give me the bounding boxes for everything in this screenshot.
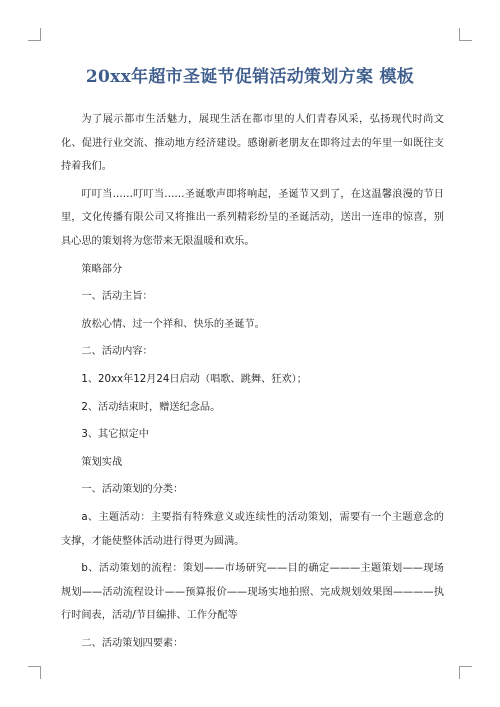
document-title: 20xx年超市圣诞节促销活动策划方案 模板	[85, 67, 415, 87]
list-item-1: 1、20xx年12月24日启动（唱歌、跳舞、狂欢）；	[81, 373, 307, 385]
page-corner-mark-bottom-left	[28, 666, 41, 679]
heading-activity-content: 二、活动内容：	[81, 346, 153, 358]
list-item-3: 3、其它拟定中	[81, 429, 149, 441]
heading-four-elements: 二、活动策划四要素：	[81, 637, 184, 649]
page-corner-mark-top-right	[459, 28, 472, 41]
paragraph-theme-activity: a、主题活动：主要指有特殊意义或连续性的活动策划，需要有一个主题意念的支撑，才能使整体活动进行得更为圆满。	[61, 511, 444, 547]
heading-activity-purpose: 一、活动主旨：	[81, 291, 153, 303]
intro-paragraph: 为了展示都市生活魅力，展现生活在都市里的人们青春风采，弘扬现代时尚文化、促进行业交流、推动地方经济建设。感谢新老朋友在即将过去的年里一如既往支持着我们。	[61, 114, 444, 173]
paragraph-planning-process: b、活动策划的流程：策划——市场研究——目的确定———主题策划——现场规划——活动流程设计——预算报价——现场实地拍照、完成规划效果图————执行时间表，活动/节目编排、工作分配等	[61, 563, 444, 622]
section-heading-practice: 策划实战	[81, 456, 123, 468]
page-corner-mark-bottom-right	[459, 666, 472, 679]
intro-paragraph-2: 叮叮当……叮叮当……圣诞歌声即将响起，圣诞节又到了，在这温馨浪漫的节日里，文化传播有限公司又将推出一系列精彩纷呈的圣诞活动，送出一连串的惊喜，别具心思的策划将为您带来无限温暖和欢乐。	[61, 188, 444, 247]
text-activity-purpose: 放松心情、过一个祥和、快乐的圣诞节。	[81, 318, 265, 330]
list-item-2: 2、活动结束时，赠送纪念品。	[81, 401, 221, 413]
section-heading-strategy: 策略部分	[81, 263, 123, 275]
document-body	[61, 108, 444, 655]
heading-planning-types: 一、活动策划的分类：	[81, 484, 184, 496]
page-corner-mark-top-left	[28, 28, 41, 41]
